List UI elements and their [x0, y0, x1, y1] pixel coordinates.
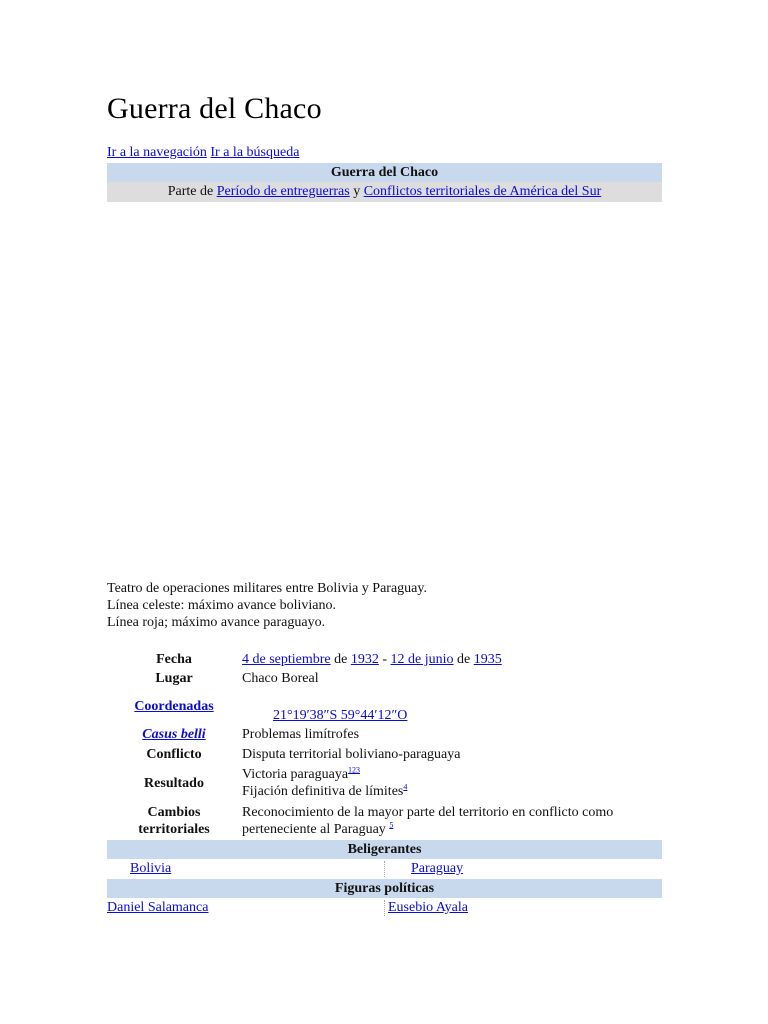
- fecha-start-link[interactable]: 4 de septiembre: [242, 652, 331, 667]
- caption-line: Línea roja; máximo avance paraguayo.: [107, 615, 326, 630]
- cambios-label-line-1: Cambios: [147, 805, 201, 820]
- belligerent-bolivia-link[interactable]: Bolivia: [130, 861, 172, 876]
- cambios-label-line-2: territoriales: [138, 822, 210, 837]
- resultado-ref-link-2[interactable]: 4: [403, 782, 408, 792]
- jump-to-search-link[interactable]: Ir a la búsqueda: [210, 145, 300, 160]
- resultado-value: [242, 766, 662, 800]
- casus-belli-value: Problemas limítrofes: [242, 727, 360, 742]
- beligerantes-header: Beligerantes: [107, 840, 662, 859]
- conflicto-label: Conflicto: [146, 747, 202, 762]
- part-of-prefix: Parte de: [167, 184, 217, 199]
- coordenadas-row: [107, 698, 662, 728]
- casus-belli-link[interactable]: Casus belli: [142, 727, 206, 742]
- caption-line: Teatro de operaciones militares entre Bolivia y Paraguay.: [107, 581, 427, 596]
- part-of-link-entreguerras[interactable]: Período de entreguerras: [216, 184, 350, 199]
- figure-salamanca-link[interactable]: Daniel Salamanca: [107, 900, 209, 915]
- cambios-ref-link[interactable]: 5: [389, 820, 394, 830]
- resultado-ref-link[interactable]: 123: [348, 765, 361, 775]
- conflicto-row: [107, 746, 662, 766]
- resultado-row: [107, 766, 662, 802]
- coordenadas-label: [107, 698, 241, 715]
- resultado-line-1: Victoria paraguaya: [242, 767, 349, 782]
- cambios-value: [242, 804, 662, 838]
- figuras-header: Figuras políticas: [107, 879, 662, 898]
- map-image-placeholder: [107, 202, 662, 577]
- caption-line: Línea celeste: máximo avance boliviano.: [107, 598, 336, 613]
- belligerent-paraguay-link[interactable]: Paraguay: [411, 861, 464, 876]
- column-divider: [384, 900, 385, 916]
- fecha-label: Fecha: [156, 652, 192, 667]
- lugar-label: Lugar: [155, 671, 193, 686]
- coordenadas-value-link[interactable]: 21°19′38″S 59°44′12″O: [273, 708, 408, 723]
- coordenadas-value: [242, 707, 693, 724]
- jump-links: [107, 145, 299, 161]
- fecha-dash: -: [378, 652, 391, 667]
- casus-belli-label: [107, 726, 241, 743]
- infobox-title: Guerra del Chaco: [107, 163, 662, 182]
- casus-belli-row: [107, 726, 662, 746]
- figure-ayala-link[interactable]: Eusebio Ayala: [388, 900, 468, 915]
- fecha-de: de: [330, 652, 351, 667]
- coordenadas-link[interactable]: Coordenadas: [134, 699, 214, 714]
- part-of-link-conflictos[interactable]: Conflictos territoriales de América del Sur: [363, 184, 602, 199]
- resultado-label: Resultado: [144, 776, 204, 791]
- cambios-line-2: perteneciente al Paraguay: [242, 822, 390, 837]
- part-of-and: y: [349, 184, 364, 199]
- column-divider: [384, 861, 385, 877]
- fecha-year-start-link[interactable]: 1932: [350, 652, 379, 667]
- map-caption: [107, 580, 427, 631]
- fecha-value: [242, 651, 662, 668]
- page-title: Guerra del Chaco: [107, 92, 322, 125]
- lugar-row: [107, 670, 662, 690]
- fecha-year-end-link[interactable]: 1935: [473, 652, 502, 667]
- beligerantes-row: [107, 859, 662, 878]
- lugar-value: Chaco Boreal: [242, 671, 319, 686]
- fecha-row: [107, 650, 662, 670]
- cambios-row: [107, 804, 662, 840]
- infobox-facts: [107, 650, 662, 837]
- resultado-line-2: Fijación definitiva de límites: [242, 784, 404, 799]
- figuras-row: [107, 898, 662, 917]
- conflicto-value: Disputa territorial boliviano-paraguaya: [242, 747, 461, 762]
- jump-to-navigation-link[interactable]: Ir a la navegación: [107, 145, 207, 160]
- fecha-de: de: [453, 652, 474, 667]
- infobox-part-of: [107, 182, 662, 202]
- infobox: [107, 163, 662, 577]
- cambios-line-1: Reconocimiento de la mayor parte del territorio en conflicto como: [242, 805, 614, 820]
- fecha-end-link[interactable]: 12 de junio: [390, 652, 454, 667]
- cambios-label: [107, 804, 241, 838]
